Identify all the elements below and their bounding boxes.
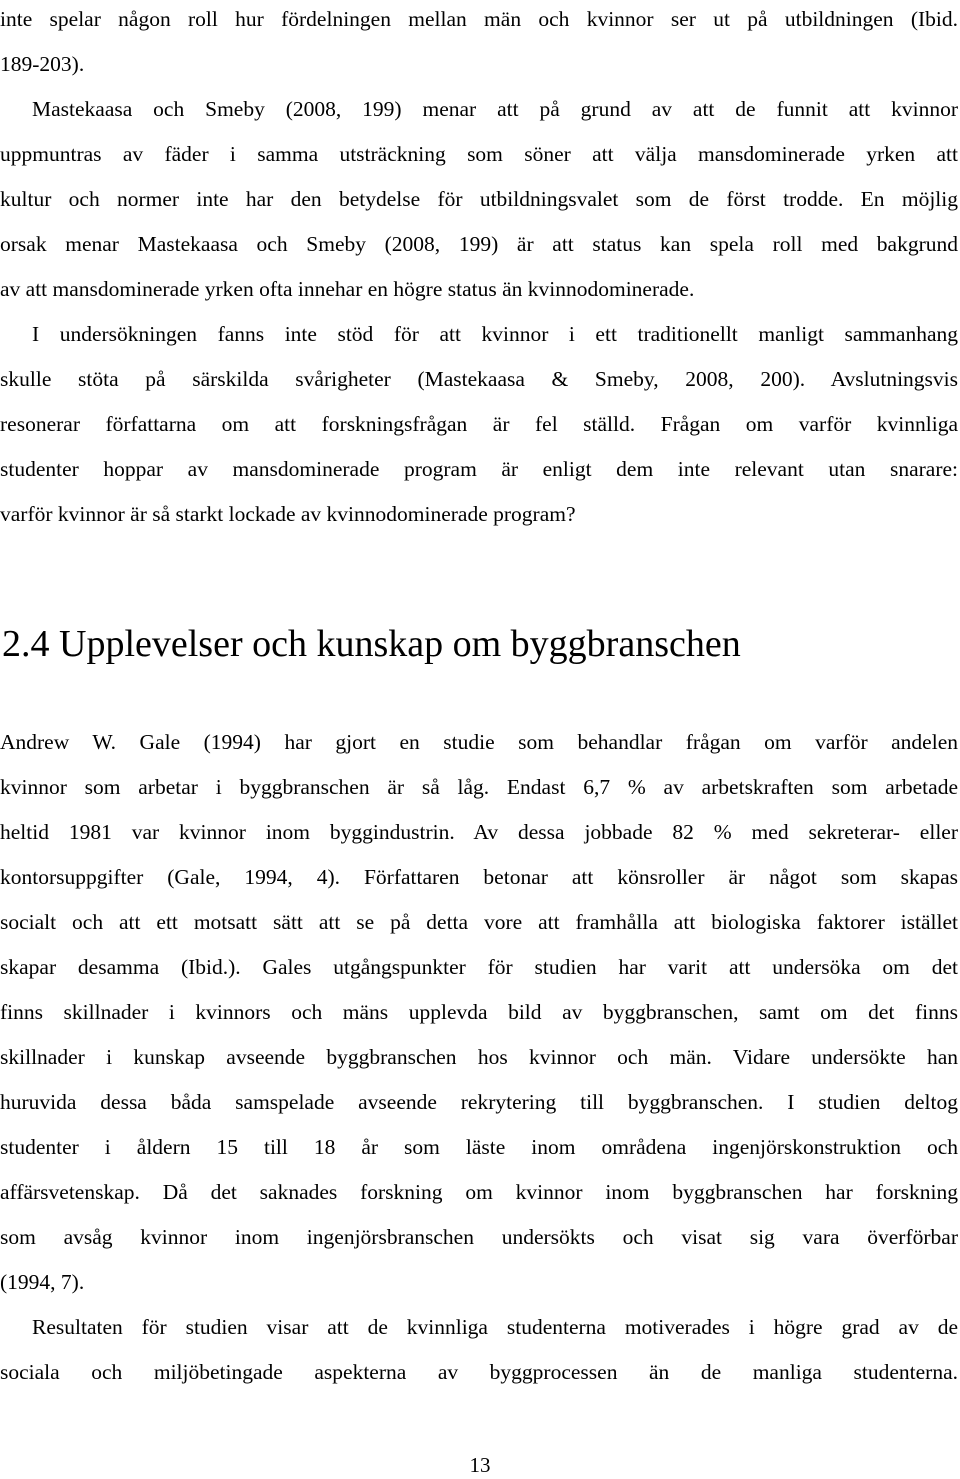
paragraph-3-line-2: skulle stöta på särskilda svårigheter (Mastekaasa & Smeby, 2008, 200). Avslutningsvis — [0, 367, 958, 391]
paragraph-4-line-2: kvinnor som arbetar i byggbranschen är så låg. Endast 6,7 % av arbetskraften som arbetade — [0, 775, 958, 799]
paragraph-4-line-7: finns skillnader i kvinnors och mäns upplevda bild av byggbranschen, samt om det finns — [0, 1000, 958, 1024]
section-heading: 2.4 Upplevelser och kunskap om byggbranschen — [2, 623, 741, 665]
paragraph-4-line-9: huruvida dessa båda samspelade avseende rekrytering till byggbranschen. I studien deltog — [0, 1090, 958, 1114]
paragraph-4-line-11: affärsvetenskap. Då det saknades forskning om kvinnor inom byggbranschen har forskning — [0, 1180, 958, 1204]
paragraph-3-line-4: studenter hoppar av mansdominerade program är enligt dem inte relevant utan snarare: — [0, 457, 958, 481]
paragraph-3-line-1: I undersökningen fanns inte stöd för att kvinnor i ett traditionellt manligt sammanhang — [32, 322, 958, 346]
paragraph-4-line-10: studenter i åldern 15 till 18 år som läste inom områdena ingenjörskonstruktion och — [0, 1135, 958, 1159]
paragraph-4-line-5: socialt och att ett motsatt sätt att se på detta vore att framhålla att biologiska faktorer istället — [0, 910, 958, 934]
paragraph-2-line-5: av att mansdominerade yrken ofta innehar en högre status än kvinnodominerade. — [0, 277, 695, 301]
paragraph-1-line-2: 189-203). — [0, 52, 85, 76]
paragraph-4-line-6: skapar desamma (Ibid.). Gales utgångspunkter för studien har varit att undersöka om det — [0, 955, 958, 979]
paragraph-4-line-4: kontorsuppgifter (Gale, 1994, 4). Författaren betonar att könsroller är något som skapas — [0, 865, 958, 889]
paragraph-3-line-5: varför kvinnor är så starkt lockade av kvinnodominerade program? — [0, 502, 576, 526]
paragraph-4-line-13: (1994, 7). — [0, 1270, 85, 1294]
paragraph-2-line-2: uppmuntras av fäder i samma utsträckning som söner att välja mansdominerade yrken att — [0, 142, 958, 166]
paragraph-5-line-2: sociala och miljöbetingade aspekterna av byggprocessen än de manliga studenterna. — [0, 1360, 958, 1384]
paragraph-4-line-3: heltid 1981 var kvinnor inom byggindustrin. Av dessa jobbade 82 % med sekreterar- eller — [0, 820, 958, 844]
paragraph-4-line-12: som avsåg kvinnor inom ingenjörsbranschen undersökts och visat sig vara överförbar — [0, 1225, 958, 1249]
paragraph-4-line-1: Andrew W. Gale (1994) har gjort en studie som behandlar frågan om varför andelen — [0, 730, 958, 754]
paragraph-1-line-1: inte spelar någon roll hur fördelningen mellan män och kvinnor ser ut på utbildningen (Ibid. — [0, 7, 958, 31]
paragraph-5-line-1: Resultaten för studien visar att de kvinnliga studenterna motiverades i högre grad av de — [32, 1315, 958, 1339]
paragraph-2-line-4: orsak menar Mastekaasa och Smeby (2008, 199) är att status kan spela roll med bakgrund — [0, 232, 958, 256]
page-number: 13 — [469, 1453, 491, 1477]
paragraph-2-line-1: Mastekaasa och Smeby (2008, 199) menar att på grund av att de funnit att kvinnor — [32, 97, 958, 121]
paragraph-2-line-3: kultur och normer inte har den betydelse för utbildningsvalet som de först trodde. En möjlig — [0, 187, 958, 211]
paragraph-3-line-3: resonerar författarna om att forskningsfrågan är fel ställd. Frågan om varför kvinnliga — [0, 412, 958, 436]
paragraph-4-line-8: skillnader i kunskap avseende byggbranschen hos kvinnor och män. Vidare undersökte han — [0, 1045, 958, 1069]
